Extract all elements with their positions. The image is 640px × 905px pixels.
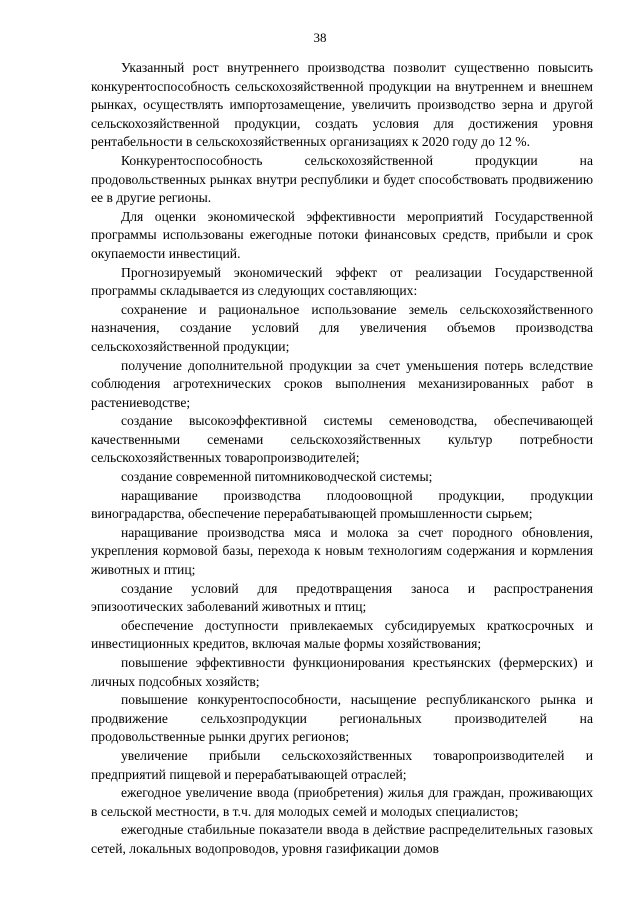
paragraph: Конкурентоспособность сельскохозяйственной продукции на продовольственных рынках внутри республики и будет способствовать продвижению ее в другие регионы. (91, 152, 593, 206)
document-body (91, 59, 593, 859)
list-item: увеличение прибыли сельскохозяйственных товаропроизводителей и предприятий пищевой и перерабатывающей отраслей; (91, 747, 593, 782)
list-item: ежегодные стабильные показатели ввода в действие распределительных газовых сетей, локальных водопроводов, уровня газификации домов (91, 822, 593, 856)
list-item: создание условий для предотвращения заноса и распространения эпизоотических заболеваний животных и птиц; (91, 580, 593, 615)
list-item: сохранение и рациональное использование земель сельскохозяйственного назначения, создание условий для увеличения объемов производства сельскохозяйственной продукции; (91, 301, 593, 354)
list-item: создание высокоэффективной системы семеноводства, обеспечивающей качественными семенами сельскохозяйственных культур потребности сельскохозяйственных товаропроизводителей; (91, 413, 593, 466)
list-item: получение дополнительной продукции за счет уменьшения потерь вследствие соблюдения агротехнических сроков выполнения механизированных работ в растениеводстве; (91, 357, 593, 410)
paragraph: Для оценки экономической эффективности мероприятий Государственной программы использованы ежегодные потоки финансовых средств, прибыли и срок окупаемости инвестиций. (91, 208, 593, 261)
list-item: обеспечение доступности привлекаемых субсидируемых краткосрочных и инвестиционных кредитов, включая малые формы хозяйствования; (91, 617, 593, 652)
paragraph: Прогнозируемый экономический эффект от реализации Государственной программы складывается из следующих составляющих: (91, 264, 593, 299)
paragraph: Указанный рост внутреннего производства позволит существенно повысить конкурентоспособность сельскохозяйственной продукции на внутреннем и внешнем рынках, осуществлять импортозамещение, увеличить производство зерна и другой сельскохозяйственной продукции, создать условия для достижения уровня рентабельности в сельскохозяйственных организациях к 2020 году до 12 %. (91, 60, 593, 150)
list-item: повышение эффективности функционирования крестьянских (фермерских) и личных подсобных хозяйств; (91, 655, 593, 689)
list-item: наращивание производства мяса и молока за счет породного обновления, укрепления кормовой базы, перехода к новым технологиям содержания и кормления животных и птиц; (91, 524, 593, 578)
list-item: создание современной питомниководческой системы; (121, 469, 433, 485)
list-item: повышение конкурентоспособности, насыщение республиканского рынка и продвижение сельхозпродукции региональных производителей на продовольственные рынки других регионов; (91, 692, 593, 745)
page-number: 38 (313, 30, 327, 45)
list-item: наращивание производства плодоовощной продукции, продукции виноградарства, обеспечение перерабатывающей промышленности сырьем; (91, 487, 593, 522)
list-item: ежегодное увеличение ввода (приобретения) жилья для граждан, проживающих в сельской местности, в т.ч. для молодых семей и молодых специалистов; (91, 785, 593, 819)
